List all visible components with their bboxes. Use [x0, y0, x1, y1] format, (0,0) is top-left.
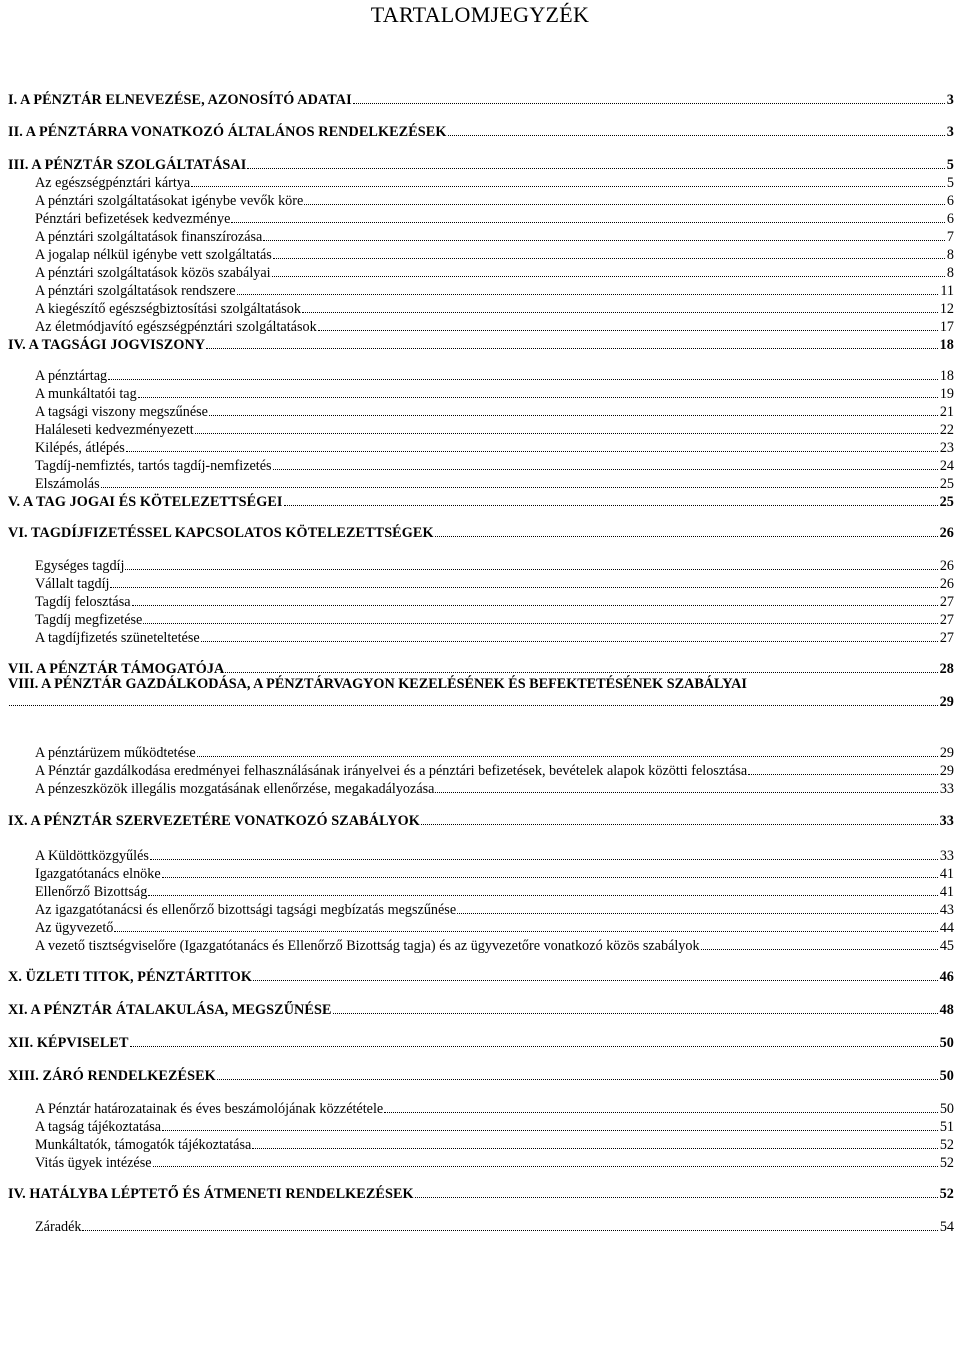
toc-dot-leader [701, 948, 938, 950]
toc-dot-leader [130, 1045, 938, 1047]
toc-subsection-label: Ellenőrző Bizottság [35, 884, 148, 900]
toc-dot-leader [263, 239, 945, 241]
toc-page-number: 27 [939, 630, 954, 646]
toc-page-number: 21 [939, 404, 954, 420]
toc-page-number: 8 [946, 247, 954, 263]
toc-page-number: 28 [939, 661, 954, 677]
toc-subsection-label: Tagdíj felosztása [35, 594, 131, 610]
toc-dot-leader [415, 1196, 938, 1198]
toc-subsection-entry[interactable] [35, 404, 954, 422]
toc-subsection-label: Igazgatótanács elnöke [35, 866, 161, 882]
toc-subsection-entry[interactable] [35, 319, 954, 337]
toc-dot-leader [435, 535, 938, 537]
toc-page-number: 43 [939, 902, 954, 918]
toc-subsection-label: Vállalt tagdíj [35, 576, 110, 592]
toc-subsection-entry[interactable] [35, 938, 954, 956]
toc-subsection-label: Haláleseti kedvezményezett [35, 422, 194, 438]
toc-section-heading: V. A TAG JOGAI ÉS KÖTELEZETTSÉGEI [8, 494, 283, 510]
toc-page-number: 26 [939, 576, 954, 592]
toc-subsection-entry[interactable] [35, 283, 954, 301]
toc-subsection-entry[interactable] [35, 1219, 954, 1237]
toc-dot-leader [272, 275, 945, 277]
toc-section-entry[interactable] [8, 157, 954, 175]
toc-dot-leader [150, 858, 938, 860]
toc-section-entry[interactable] [8, 337, 954, 355]
toc-page-number: 17 [939, 319, 954, 335]
toc-subsection-entry[interactable] [35, 458, 954, 476]
toc-dot-leader [273, 257, 945, 259]
toc-subsection-entry[interactable] [35, 1101, 954, 1119]
toc-page-number: 5 [946, 157, 954, 173]
toc-dot-leader [162, 876, 938, 878]
toc-page-number: 8 [946, 265, 954, 281]
toc-section-heading: XIII. ZÁRÓ RENDELKEZÉSEK [8, 1068, 216, 1084]
toc-section-entry[interactable] [8, 494, 954, 512]
toc-dot-leader [302, 311, 938, 313]
toc-dot-leader [114, 930, 937, 932]
toc-dot-leader [435, 791, 937, 793]
toc-page-number: 7 [946, 229, 954, 245]
toc-section-entry[interactable] [8, 124, 954, 142]
toc-subsection-label: A tagsági viszony megszűnése [35, 404, 208, 420]
toc-section-entry[interactable] [8, 1035, 954, 1053]
toc-subsection-entry[interactable] [35, 763, 954, 781]
toc-page-number: 51 [939, 1119, 954, 1135]
toc-section-heading: IV. A TAGSÁGI JOGVISZONY [8, 337, 206, 353]
toc-page-number: 26 [939, 558, 954, 574]
page-title: TARTALOMJEGYZÉK [370, 2, 590, 27]
toc-page-number: 27 [939, 594, 954, 610]
toc-subsection-label: A pénztártag [35, 368, 108, 384]
toc-dot-leader [201, 640, 938, 642]
toc-page-number: 3 [946, 124, 954, 140]
toc-dot-leader [9, 704, 938, 706]
toc-dot-leader [125, 568, 937, 570]
toc-subsection-entry[interactable] [35, 1155, 954, 1173]
toc-subsection-label: A Küldöttközgyűlés [35, 848, 149, 864]
toc-subsection-label: A kiegészítő egészségbiztosítási szolgáltatások [35, 301, 301, 317]
toc-subsection-label: A pénzeszközök illegális mozgatásának ellenőrzése, megakadályozása [35, 781, 435, 797]
toc-dot-leader [148, 894, 938, 896]
toc-section-heading: X. ÜZLETI TITOK, PÉNZTÁRTITOK [8, 969, 253, 985]
toc-subsection-label: A pénztári szolgáltatásokat igénybe vevők köre [35, 193, 304, 209]
toc-section-heading: II. A PÉNZTÁRRA VONATKOZÓ ÁLTALÁNOS RENDELKEZÉSEK [8, 124, 447, 140]
toc-dot-leader [384, 1111, 938, 1113]
toc-subsection-entry[interactable] [35, 558, 954, 576]
toc-dot-leader [82, 1229, 937, 1231]
toc-dot-leader [353, 102, 945, 104]
toc-page-number: 52 [939, 1186, 954, 1202]
toc-dot-leader [237, 293, 939, 295]
toc-section-entry-continuation[interactable] [8, 694, 954, 712]
toc-dot-leader [143, 622, 937, 624]
toc-page-number: 6 [946, 211, 954, 227]
toc-dot-leader [247, 167, 944, 169]
toc-page-number: 3 [946, 92, 954, 108]
toc-page-number: 50 [939, 1035, 954, 1051]
toc-subsection-label: A vezető tisztségviselőre (Igazgatótanács és Ellenőrző Bizottság tagja) és az ügyvezetőre vonatkozó közös szabályok [35, 938, 700, 954]
toc-section-heading: VI. TAGDÍJFIZETÉSSEL KAPCSOLATOS KÖTELEZETTSÉGEK [8, 525, 434, 541]
toc-section-entry[interactable] [8, 1186, 954, 1204]
toc-subsection-entry[interactable] [35, 247, 954, 265]
toc-subsection-label: Vitás ügyek intézése [35, 1155, 152, 1171]
toc-page-number: 27 [939, 612, 954, 628]
toc-subsection-entry[interactable] [35, 612, 954, 630]
toc-subsection-entry[interactable] [35, 866, 954, 884]
toc-page-number: 33 [939, 848, 954, 864]
toc-subsection-entry[interactable] [35, 386, 954, 404]
toc-page-number: 41 [939, 866, 954, 882]
toc-dot-leader [138, 396, 938, 398]
toc-subsection-label: Elszámolás [35, 476, 100, 492]
toc-dot-leader [132, 604, 938, 606]
toc-page-number: 22 [939, 422, 954, 438]
toc-subsection-entry[interactable] [35, 368, 954, 386]
toc-dot-leader [273, 468, 938, 470]
toc-subsection-entry[interactable] [35, 884, 954, 902]
toc-dot-leader [252, 1147, 938, 1149]
toc-dot-leader [101, 486, 938, 488]
toc-section-heading: VII. A PÉNZTÁR TÁMOGATÓJA [8, 661, 225, 677]
toc-page-number: 44 [939, 920, 954, 936]
toc-dot-leader [209, 414, 938, 416]
toc-page-number: 11 [940, 283, 954, 299]
toc-subsection-label: Az egészségpénztári kártya [35, 175, 191, 191]
toc-subsection-label: Tagdíj-nemfiztés, tartós tagdíj-nemfizetés [35, 458, 272, 474]
toc-page-number: 29 [939, 745, 954, 761]
toc-subsection-entry[interactable] [35, 440, 954, 458]
toc-subsection-label: Tagdíj megfizetése [35, 612, 143, 628]
toc-page-number: 6 [946, 193, 954, 209]
toc-subsection-label: A tagdíjfizetés szüneteltetése [35, 630, 200, 646]
toc-dot-leader [197, 755, 938, 757]
toc-page-number: 25 [939, 494, 954, 510]
toc-subsection-label: Kilépés, átlépés [35, 440, 125, 456]
toc-subsection-entry[interactable] [35, 193, 954, 211]
toc-page-number: 50 [939, 1101, 954, 1117]
toc-subsection-entry[interactable] [35, 175, 954, 193]
toc-subsection-label: Záradék [35, 1219, 82, 1235]
toc-dot-leader [108, 378, 938, 380]
toc-page-number: 41 [939, 884, 954, 900]
toc-page-number: 25 [939, 476, 954, 492]
toc-dot-leader [126, 450, 938, 452]
toc-section-entry[interactable] [8, 969, 954, 987]
toc-page-number: 46 [939, 969, 954, 985]
toc-subsection-label: A Pénztár gazdálkodása eredményei felhasználásának irányelvei és a pénztári befizetések, bevételek alapok közötti felosztása [35, 763, 748, 779]
toc-subsection-label: Az igazgatótanácsi és ellenőrző bizottsági tagsági megbízatás megszűnése [35, 902, 457, 918]
toc-subsection-entry[interactable] [35, 301, 954, 319]
toc-page-number: 45 [939, 938, 954, 954]
toc-subsection-label: A Pénztár határozatainak és éves beszámolójának közzététele [35, 1101, 384, 1117]
toc-page-number: 26 [939, 525, 954, 541]
toc-section-entry[interactable] [8, 1002, 954, 1020]
toc-subsection-label: Az életmódjavító egészségpénztári szolgáltatások [35, 319, 317, 335]
toc-subsection-entry[interactable] [35, 422, 954, 440]
toc-subsection-entry[interactable] [35, 848, 954, 866]
toc-subsection-label: Pénztári befizetések kedvezménye [35, 211, 231, 227]
toc-page-number: 12 [939, 301, 954, 317]
toc-dot-leader [333, 1012, 938, 1014]
toc-section-heading: I. A PÉNZTÁR ELNEVEZÉSE, AZONOSÍTÓ ADATAI [8, 92, 352, 108]
toc-subsection-entry[interactable] [35, 902, 954, 920]
toc-dot-leader [284, 504, 938, 506]
toc-subsection-label: Egységes tagdíj [35, 558, 125, 574]
toc-subsection-label: A pénztárüzem működtetése [35, 745, 196, 761]
toc-page-number: 18 [939, 337, 954, 353]
toc-dot-leader [448, 134, 945, 136]
toc-page-number: 54 [939, 1219, 954, 1235]
toc-subsection-label: Munkáltatók, támogatók tájékoztatása [35, 1137, 252, 1153]
toc-section-heading: IX. A PÉNZTÁR SZERVEZETÉRE VONATKOZÓ SZABÁLYOK [8, 813, 420, 829]
toc-page-number: 5 [946, 175, 954, 191]
toc-section-heading: IV. HATÁLYBA LÉPTETŐ ÉS ÁTMENETI RENDELKEZÉSEK [8, 1186, 414, 1202]
toc-subsection-label: Az ügyvezető [35, 920, 114, 936]
toc-subsection-label: A pénztári szolgáltatások rendszere [35, 283, 236, 299]
toc-subsection-entry[interactable] [35, 594, 954, 612]
toc-subsection-label: A pénztári szolgáltatások közös szabályai [35, 265, 271, 281]
toc-page-number: 19 [939, 386, 954, 402]
toc-subsection-label: A tagság tájékoztatása [35, 1119, 162, 1135]
toc-subsection-entry[interactable] [35, 920, 954, 938]
toc-section-heading: XI. A PÉNZTÁR ÁTALAKULÁSA, MEGSZŰNÉSE [8, 1002, 332, 1018]
toc-dot-leader [231, 221, 945, 223]
toc-subsection-entry[interactable] [35, 1137, 954, 1155]
toc-subsection-entry[interactable] [35, 745, 954, 763]
toc-section-entry[interactable] [8, 92, 954, 110]
toc-dot-leader [195, 432, 938, 434]
toc-dot-leader [457, 912, 938, 914]
toc-section-heading: III. A PÉNZTÁR SZOLGÁLTATÁSAI [8, 157, 247, 173]
toc-page-number: 50 [939, 1068, 954, 1084]
toc-section-entry[interactable] [8, 813, 954, 831]
toc-subsection-entry[interactable] [35, 229, 954, 247]
toc-page-number: 24 [939, 458, 954, 474]
toc-page-number: 23 [939, 440, 954, 456]
toc-subsection-label: A pénztári szolgáltatások finanszírozása [35, 229, 263, 245]
toc-subsection-entry[interactable] [35, 265, 954, 283]
toc-section-entry[interactable] [8, 525, 954, 543]
toc-dot-leader [225, 671, 937, 673]
toc-subsection-entry[interactable] [35, 476, 954, 494]
toc-dot-leader [421, 823, 938, 825]
toc-section-heading[interactable]: VIII. A PÉNZTÁR GAZDÁLKODÁSA, A PÉNZTÁRVAGYON KEZELÉSÉNEK ÉS BEFEKTETÉSÉNEK SZABÁLYAI [8, 676, 747, 692]
toc-page-number: 48 [939, 1002, 954, 1018]
toc-page-number: 52 [939, 1137, 954, 1153]
toc-dot-leader [318, 329, 938, 331]
toc-dot-leader [162, 1129, 938, 1131]
toc-page-number: 52 [939, 1155, 954, 1171]
toc-subsection-entry[interactable] [35, 781, 954, 799]
toc-page-number: 29 [939, 763, 954, 779]
toc-subsection-label: A jogalap nélkül igénybe vett szolgáltatás [35, 247, 272, 263]
toc-page-number: 29 [939, 694, 954, 710]
toc-dot-leader [253, 979, 938, 981]
toc-dot-leader [153, 1165, 938, 1167]
toc-subsection-entry[interactable] [35, 630, 954, 648]
toc-section-entry[interactable] [8, 1068, 954, 1086]
toc-dot-leader [217, 1078, 938, 1080]
toc-dot-leader [191, 185, 945, 187]
toc-page-number: 33 [939, 813, 954, 829]
toc-dot-leader [304, 203, 945, 205]
toc-subsection-entry[interactable] [35, 1119, 954, 1137]
toc-dot-leader [748, 773, 938, 775]
toc-dot-leader [206, 347, 937, 349]
toc-subsection-entry[interactable] [35, 211, 954, 229]
toc-page-number: 18 [939, 368, 954, 384]
toc-dot-leader [110, 586, 937, 588]
toc-section-heading: XII. KÉPVISELET [8, 1035, 129, 1051]
toc-subsection-entry[interactable] [35, 576, 954, 594]
toc-subsection-label: A munkáltatói tag [35, 386, 137, 402]
toc-page-number: 33 [939, 781, 954, 797]
